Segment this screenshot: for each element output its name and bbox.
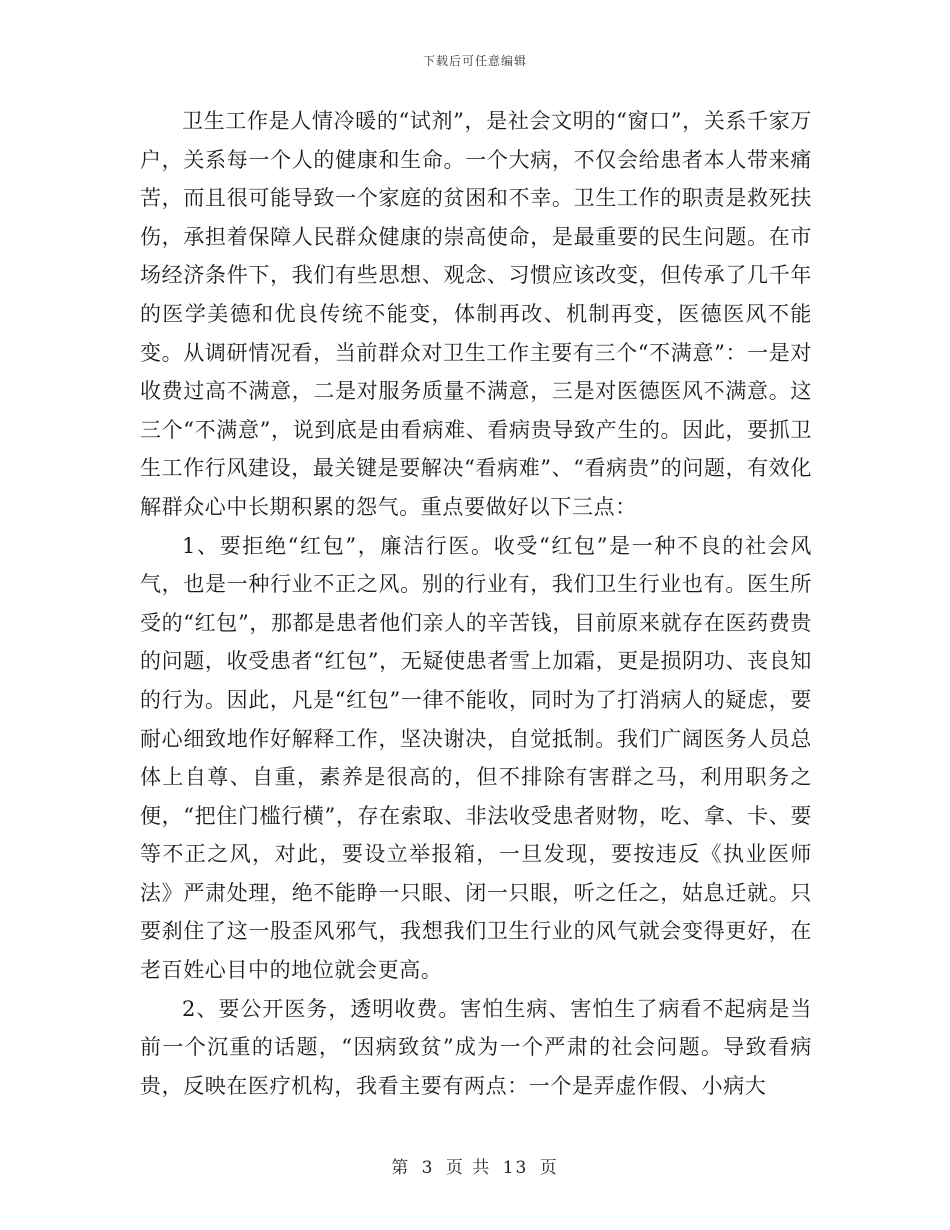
page-footer [0, 1153, 950, 1178]
footer-prefix: 第 [391, 1158, 411, 1178]
footer-middle: 页 共 [445, 1158, 492, 1178]
footer-total-pages: 13 [502, 1158, 529, 1178]
paragraph-point-1: 1、要拒绝“红包”，廉洁行医。收受“红包”是一种不良的社会风气，也是一种行业不正之风。别的行业有，我们卫生行业也有。医生所受的“红包”，那都是患者他们亲人的辛苦钱，目前原来就存在医药费贵的问题，收受患者“红包”，无疑使患者雪上加霜，更是损阴功、丧良知的行为。因此，凡是“红包”一律不能收，同时为了打消病人的疑虑，要耐心细致地作好解释工作，坚决谢决，自觉抵制。我们广阔医务人员总体上自尊、自重，素养是很高的，但不排除有害群之马，利用职务之便，“把住门槛行横”，存在索取、非法收受患者财物，吃、拿、卡、要等不正之风，对此，要设立举报箱，一旦发现，要按违反《执业医师法》严肃处理，绝不能睁一只眼、闭一只眼，听之任之，姑息迁就。只要刹住了这一股歪风邪气，我想我们卫生行业的风气就会变得更好，在老百姓心目中的地位就会更高。 [140, 533, 812, 983]
paragraph-intro: 卫生工作是人情冷暖的“试剂”，是社会文明的“窗口”，关系千家万户，关系每一个人的健康和生命。一个大病，不仅会给患者本人带来痛苦，而且很可能导致一个家庭的贫困和不幸。卫生工作的职责是救死扶伤，承担着保障人民群众健康的崇高使命，是最重要的民生问题。在市场经济条件下，我们有些思想、观念、习惯应该改变，但传承了几千年的医学美德和优良传统不能变，体制再改、机制再变，医德医风不能变。从调研情况看，当前群众对卫生工作主要有三个“不满意”：一是对收费过高不满意，二是对服务质量不满意，三是对医德医风不满意。这三个“不满意”，说到底是由看病难、看病贵导致产生的。因此，要抓卫生工作行风建设，最关键是要解决“看病难”、“看病贵”的问题，有效化解群众心中长期积累的怨气。重点要做好以下三点： [140, 109, 812, 519]
page-header: 下载后可任意编辑 [422, 54, 527, 68]
document-body [140, 102, 812, 1105]
footer-page-number: 3 [421, 1158, 435, 1178]
paragraph-point-2: 2、要公开医务，透明收费。害怕生病、害怕生了病看不起病是当前一个沉重的话题，“因病致贫”成为一个严肃的社会问题。导致看病贵，反映在医疗机构，我看主要有两点：一个是弄虚作假、小病大 [140, 996, 812, 1098]
footer-suffix: 页 [539, 1158, 559, 1178]
